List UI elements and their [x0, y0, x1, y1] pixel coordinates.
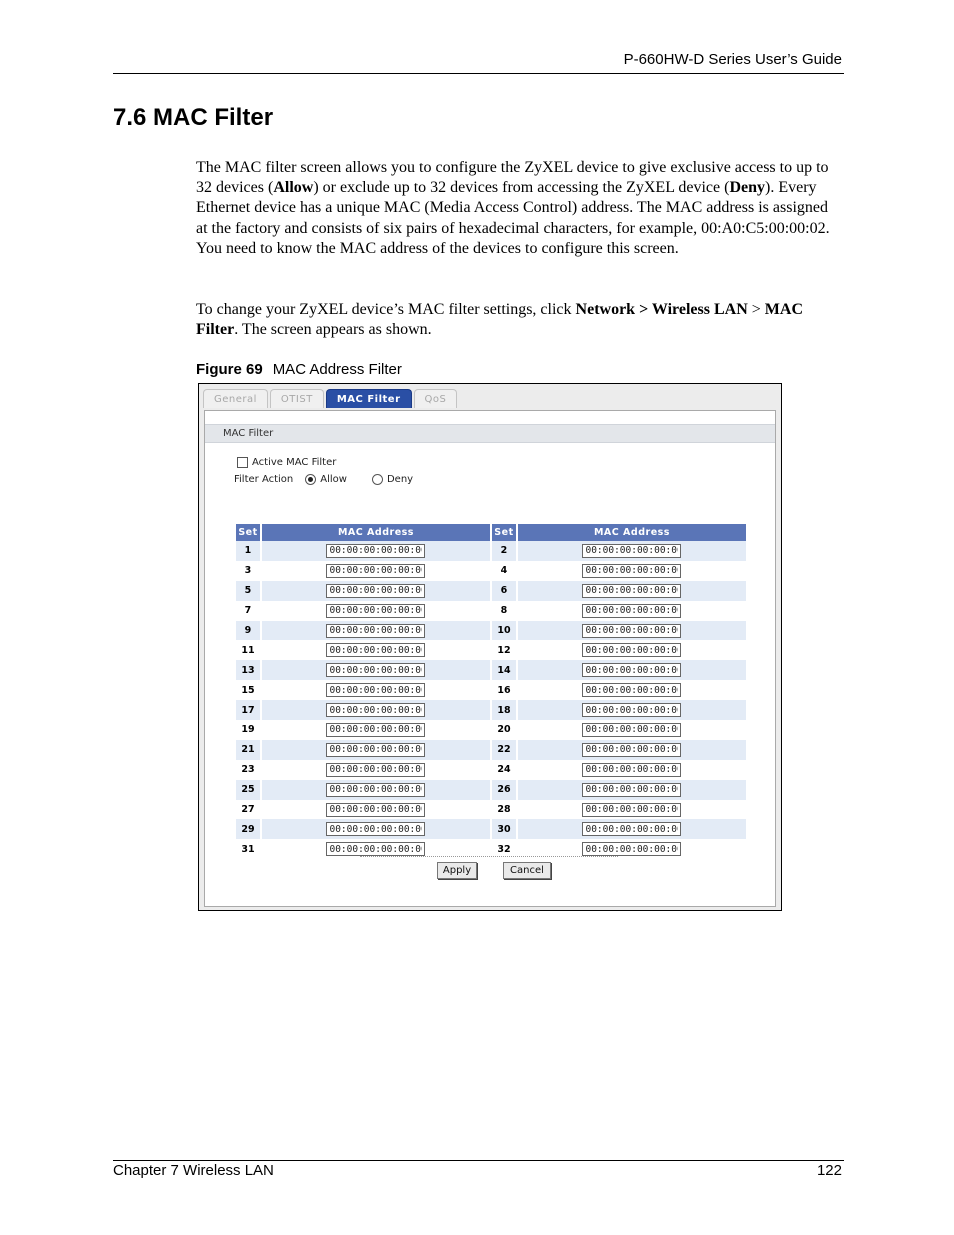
footer-chapter: Chapter 7 Wireless LAN	[113, 1162, 274, 1179]
deny-label: Deny	[386, 474, 414, 485]
set-number: 28	[491, 800, 517, 820]
mac-cell	[517, 800, 746, 820]
intro-allow-bold: Allow	[273, 179, 314, 197]
active-mac-filter-checkbox[interactable]	[237, 457, 248, 468]
mac-address-input[interactable]	[582, 822, 681, 836]
set-number: 12	[491, 640, 517, 660]
set-number: 13	[236, 660, 261, 680]
mac-address-input[interactable]	[582, 604, 681, 618]
mac-address-input[interactable]	[582, 584, 681, 598]
mac-address-input[interactable]	[582, 743, 681, 757]
mac-address-input[interactable]	[326, 803, 425, 817]
instruction-paragraph	[196, 300, 842, 340]
mac-cell	[261, 621, 491, 641]
mac-address-input[interactable]	[582, 723, 681, 737]
page-number: 122	[816, 1162, 842, 1179]
mac-cell	[261, 660, 491, 680]
mac-cell	[517, 740, 746, 760]
table-row	[236, 680, 746, 700]
guide-title: P-660HW-D Series User’s Guide	[623, 51, 842, 68]
mac-address-input[interactable]	[326, 723, 425, 737]
mac-address-input[interactable]	[326, 584, 425, 598]
mac-address-input[interactable]	[582, 544, 681, 558]
mac-address-input[interactable]	[326, 783, 425, 797]
mac-cell	[261, 740, 491, 760]
mac-cell	[517, 819, 746, 839]
active-mac-filter-label: Active MAC Filter	[252, 457, 337, 468]
table-row	[236, 581, 746, 601]
mac-cell	[517, 720, 746, 740]
mac-filter-panel	[204, 410, 776, 907]
mac-cell	[517, 660, 746, 680]
set-number: 5	[236, 581, 261, 601]
set-number: 20	[491, 720, 517, 740]
mac-address-input[interactable]	[582, 683, 681, 697]
set-number: 17	[236, 700, 261, 720]
mac-address-input[interactable]	[582, 783, 681, 797]
set-number: 11	[236, 640, 261, 660]
tab-general[interactable]: General	[203, 389, 268, 408]
instruction-text-3: . The screen appears as shown.	[234, 321, 432, 339]
table-row	[236, 561, 746, 581]
mac-cell	[261, 640, 491, 660]
tab-qos[interactable]: QoS	[414, 389, 458, 408]
table-row	[236, 800, 746, 820]
mac-cell	[261, 581, 491, 601]
tab-bar	[203, 389, 457, 410]
table-row	[236, 621, 746, 641]
set-number: 19	[236, 720, 261, 740]
set-number: 9	[236, 621, 261, 641]
figure-title: MAC Address Filter	[272, 361, 402, 378]
header-rule	[113, 73, 844, 74]
table-row	[236, 640, 746, 660]
instruction-text-1: To change your ZyXEL device’s MAC filter settings, click	[196, 301, 576, 318]
mac-cell	[261, 800, 491, 820]
col-mac-left: MAC Address	[261, 524, 491, 541]
set-number: 27	[236, 800, 261, 820]
mac-filter-screenshot	[198, 383, 782, 911]
table-row	[236, 780, 746, 800]
filter-action-row	[234, 474, 413, 485]
section-title: 7.6 MAC Filter	[113, 104, 274, 131]
set-number: 24	[491, 760, 517, 780]
set-number: 22	[491, 740, 517, 760]
mac-cell	[261, 601, 491, 621]
set-number: 31	[236, 839, 261, 859]
mac-table-body	[236, 541, 746, 859]
mac-cell	[261, 780, 491, 800]
panel-section-header: MAC Filter	[205, 424, 775, 443]
mac-cell	[261, 541, 491, 561]
mac-address-input[interactable]	[582, 803, 681, 817]
intro-text-2: ) or exclude up to 32 devices from accessing the ZyXEL device (	[313, 179, 730, 197]
mac-address-input[interactable]	[582, 842, 681, 856]
col-set-right: Set	[491, 524, 517, 541]
mac-address-input[interactable]	[326, 763, 425, 777]
footer-rule	[113, 1160, 844, 1161]
mac-address-input[interactable]	[326, 624, 425, 638]
mac-address-input[interactable]	[326, 663, 425, 677]
allow-radio[interactable]	[305, 474, 316, 485]
table-row	[236, 660, 746, 680]
active-mac-filter-row	[237, 457, 336, 468]
mac-address-input[interactable]	[326, 643, 425, 657]
col-mac-right: MAC Address	[517, 524, 746, 541]
set-number: 29	[236, 819, 261, 839]
mac-address-table	[236, 524, 746, 859]
mac-address-input[interactable]	[326, 822, 425, 836]
table-row	[236, 601, 746, 621]
set-number: 1	[236, 541, 261, 561]
tab-otist[interactable]: OTIST	[270, 389, 324, 408]
mac-address-input[interactable]	[582, 624, 681, 638]
set-number: 6	[491, 581, 517, 601]
mac-address-input[interactable]	[326, 604, 425, 618]
table-row	[236, 541, 746, 561]
set-number: 14	[491, 660, 517, 680]
set-number: 25	[236, 780, 261, 800]
mac-address-input[interactable]	[326, 683, 425, 697]
instruction-menu-path: Network > Wireless LAN	[575, 301, 748, 318]
mac-address-input[interactable]	[326, 703, 425, 717]
intro-deny-bold: Deny	[729, 179, 766, 197]
table-row	[236, 720, 746, 740]
filter-action-label: Filter Action	[234, 474, 294, 485]
intro-text-3: ). Every Ethernet device has a unique MAC (Media Access Control) address. The MAC address is assigned at the factory and consists of six pairs of hexadecimal characters, for example, 00:A0:C5:00:00:02. You need to know the MAC address of the devices to configure this screen.	[196, 179, 830, 257]
set-number: 21	[236, 740, 261, 760]
mac-address-input[interactable]	[326, 544, 425, 558]
mac-cell	[261, 700, 491, 720]
mac-cell	[517, 760, 746, 780]
set-number: 2	[491, 541, 517, 561]
tab-mac-filter[interactable]: MAC Filter	[326, 389, 412, 408]
mac-address-input[interactable]	[582, 663, 681, 677]
mac-cell	[517, 640, 746, 660]
mac-address-input[interactable]	[326, 842, 425, 856]
table-row	[236, 740, 746, 760]
instruction-mac-filter: MAC Filter	[196, 301, 803, 339]
set-number: 4	[491, 561, 517, 581]
mac-cell	[517, 621, 746, 641]
figure-number: Figure 69	[196, 361, 263, 378]
intro-text-1: The MAC filter screen allows you to configure the ZyXEL device to give exclusive access to up to 32 devices (	[196, 159, 829, 197]
table-row	[236, 700, 746, 720]
mac-address-input[interactable]	[582, 564, 681, 578]
table-row	[236, 819, 746, 839]
mac-address-input[interactable]	[326, 743, 425, 757]
allow-label: Allow	[320, 474, 347, 485]
set-number: 8	[491, 601, 517, 621]
set-number: 7	[236, 601, 261, 621]
deny-radio[interactable]	[372, 474, 383, 485]
mac-address-input[interactable]	[326, 564, 425, 578]
set-number: 16	[491, 680, 517, 700]
mac-cell	[261, 561, 491, 581]
mac-cell	[261, 720, 491, 740]
mac-cell	[261, 760, 491, 780]
mac-cell	[517, 581, 746, 601]
table-row	[236, 760, 746, 780]
apply-button[interactable]: Apply	[437, 862, 477, 879]
button-divider	[360, 856, 618, 857]
mac-cell	[517, 601, 746, 621]
set-number: 15	[236, 680, 261, 700]
set-number: 32	[491, 839, 517, 859]
set-number: 26	[491, 780, 517, 800]
mac-cell	[261, 819, 491, 839]
set-number: 30	[491, 819, 517, 839]
instruction-text-2: >	[747, 301, 765, 318]
mac-address-input[interactable]	[582, 643, 681, 657]
intro-paragraph	[196, 158, 842, 259]
mac-cell	[517, 680, 746, 700]
mac-address-input[interactable]	[582, 703, 681, 717]
table-header-row	[236, 524, 746, 541]
mac-cell	[517, 541, 746, 561]
cancel-button[interactable]: Cancel	[503, 862, 551, 879]
mac-cell	[261, 680, 491, 700]
set-number: 23	[236, 760, 261, 780]
set-number: 10	[491, 621, 517, 641]
figure-caption	[196, 361, 402, 378]
set-number: 18	[491, 700, 517, 720]
col-set-left: Set	[236, 524, 261, 541]
mac-cell	[517, 780, 746, 800]
set-number: 3	[236, 561, 261, 581]
mac-cell	[517, 561, 746, 581]
mac-address-input[interactable]	[582, 763, 681, 777]
mac-cell	[517, 700, 746, 720]
